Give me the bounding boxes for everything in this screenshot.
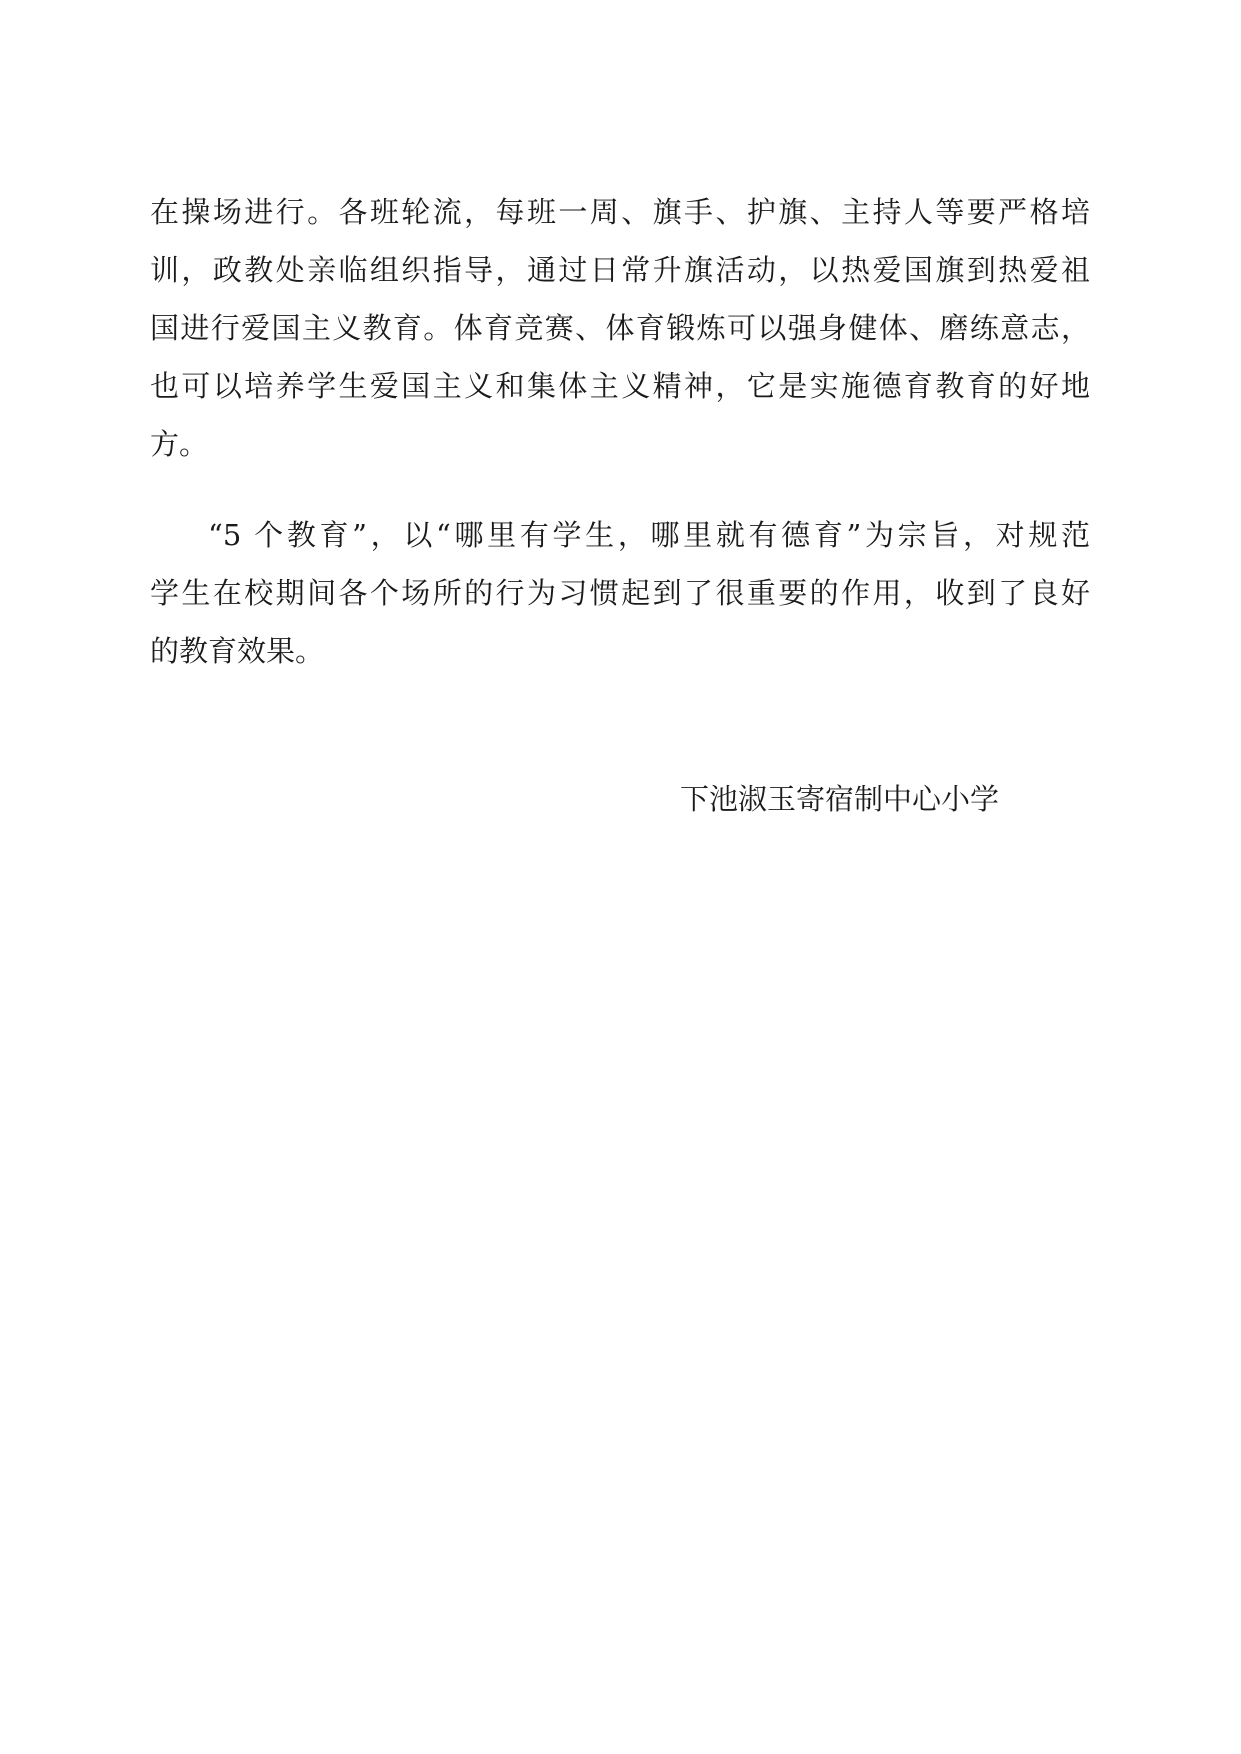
paragraph-2-line-1: “5 个教育”，以“哪里有学生，哪里就有德育”为宗旨，对规范 [208,518,1090,552]
paragraph-1 [150,183,1090,473]
paragraph-1-line-5: 方。 [150,427,209,461]
paragraph-1-line-2: 训，政教处亲临组织指导，通过日常升旗活动，以热爱国旗到热爱祖 [150,253,1090,287]
paragraph-1-line-4: 也可以培养学生爱国主义和集体主义精神，它是实施德育教育的好地 [150,369,1090,403]
paragraph-spacer [150,473,1090,506]
document-body [150,183,1090,680]
paragraph-1-line-3: 国进行爱国主义教育。体育竞赛、体育锻炼可以强身健体、磨练意志， [150,311,1090,345]
signature-school-name: 下池淑玉寄宿制中心小学 [680,782,1000,816]
paragraph-2-line-2: 学生在校期间各个场所的行为习惯起到了很重要的作用，收到了良好 [150,576,1090,610]
paragraph-2-line-3: 的教育效果。 [150,634,325,668]
paragraph-1-line-1: 在操场进行。各班轮流，每班一周、旗手、护旗、主持人等要严格培 [150,195,1090,229]
paragraph-2 [150,506,1090,680]
